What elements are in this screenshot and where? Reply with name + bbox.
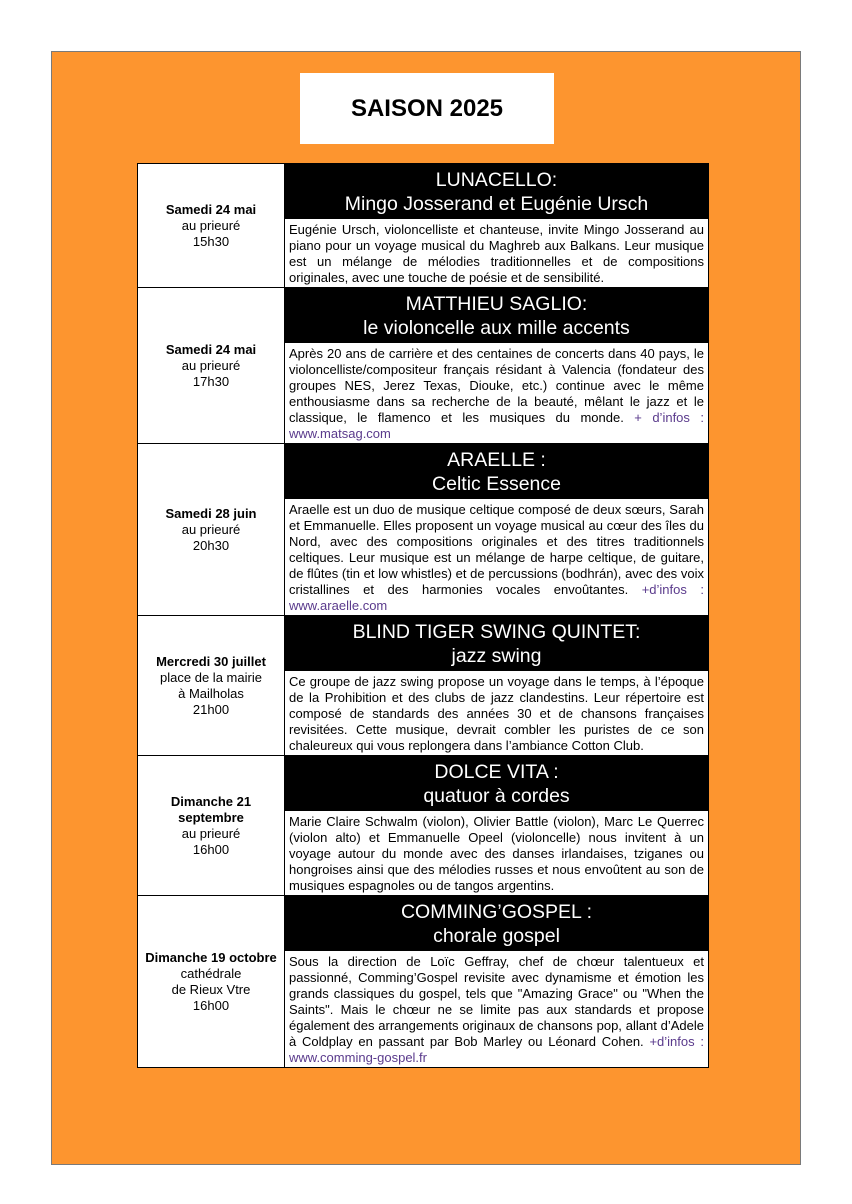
event-time: 21h00 (192, 701, 230, 717)
event-content (285, 896, 708, 1067)
event-heading (285, 616, 708, 671)
event-content (285, 616, 708, 755)
event-description-text: Marie Claire Schwalm (violon), Olivier Battle (violon), Marc Le Querrec (violon alto) et Emmanuelle Opeel (violoncelle) nous invitent à un voyage autour du monde avec des danses irlandaises, tziganes ou hongroises ainsi que des mélodies russes et nous envoûtent au son de musiques espagnoles ou de tangos argentins. (289, 814, 704, 893)
event-content (285, 288, 708, 443)
event-description (285, 499, 708, 615)
event-artist: MATTHIEU SAGLIO: (405, 293, 588, 315)
event-time: 20h30 (192, 537, 230, 553)
event-description (285, 811, 708, 895)
event-description-text: Ce groupe de jazz swing propose un voyage dans le temps, à l’époque de la Prohibition et des clubs de jazz clandestins. Leur répertoire est composé de standards des années 30 et de chansons françaises revisitées. Cette musique, devrait combler les puristes de ce son chaleureux qui vous replongera dans l’ambiance Cotton Club. (289, 674, 704, 753)
event-description-text: Eugénie Ursch, violoncelliste et chanteuse, invite Mingo Josserand au piano pour un voyage musical du Maghreb aux Balkans. Leur musique est un mélange de mélodies traditionnelles et de compositions originales, avec une touche de poésie et de sensibilité. (289, 222, 704, 285)
event-heading (285, 164, 708, 219)
event-place: de Rieux Vtre (171, 981, 251, 997)
event-info-link[interactable]: + d’infos : www.matsag.com (289, 410, 704, 441)
event-description (285, 951, 708, 1067)
event-artist: ARAELLE : (447, 449, 546, 471)
event-row (138, 615, 708, 755)
event-place: au prieuré (181, 825, 241, 841)
event-time: 15h30 (192, 233, 230, 249)
event-artist: LUNACELLO: (435, 169, 558, 191)
event-content (285, 164, 708, 287)
event-date-cell (138, 288, 285, 443)
event-info-link[interactable]: +d’infos : www.araelle.com (289, 582, 704, 613)
event-description-text: Après 20 ans de carrière et des centaines de concerts dans 40 pays, le violoncelliste/compositeur français résidant à Valencia (fondateur des groupes NES, Jerez Texas, Diouke, etc.) continue avec le même enthousiasme dans sa recherche de la beauté, mêlant le jazz et le classique, le flamenco et les musiques du monde. (289, 346, 704, 425)
schedule-table (137, 163, 709, 1068)
event-row (138, 443, 708, 615)
event-date-cell (138, 164, 285, 287)
event-artist: DOLCE VITA : (434, 761, 559, 783)
event-place: cathédrale (180, 965, 242, 981)
event-artist: COMMING’GOSPEL : (400, 901, 593, 923)
event-time: 16h00 (192, 841, 230, 857)
event-date-cell (138, 896, 285, 1067)
event-day: Samedi 28 juin (165, 505, 257, 521)
event-row (138, 755, 708, 895)
event-row (138, 895, 708, 1067)
event-heading (285, 756, 708, 811)
event-day: Dimanche 19 octobre (145, 949, 277, 965)
event-subtitle: chorale gospel (433, 925, 560, 947)
event-content (285, 756, 708, 895)
event-day: Dimanche 21 septembre (170, 793, 252, 825)
event-subtitle: le violoncelle aux mille accents (363, 317, 630, 339)
event-description (285, 671, 708, 755)
event-day: Mercredi 30 juillet (156, 653, 266, 669)
event-place: au prieuré (181, 521, 241, 537)
event-description (285, 343, 708, 443)
event-date-cell (138, 444, 285, 615)
event-subtitle: quatuor à cordes (423, 785, 570, 807)
event-date-cell (138, 616, 285, 755)
event-description-text: Sous la direction de Loïc Geffray, chef de chœur talentueux et passionné, Comming’Gospel revisite avec dynamisme et émotion les grands classiques du gospel, tels que "Amazing Grace" ou "When the Saints". Mais le chœur ne se limite pas aux standards et propose également des arrangements originaux de chansons pop, allant d’Adele à Coldplay en passant par Bob Marley ou Léonard Cohen. (289, 954, 704, 1049)
event-heading (285, 288, 708, 343)
event-heading (285, 896, 708, 951)
event-place: au prieuré (181, 217, 241, 233)
event-heading (285, 444, 708, 499)
event-time: 17h30 (192, 373, 230, 389)
event-subtitle: Mingo Josserand et Eugénie Ursch (344, 193, 649, 215)
event-subtitle: Celtic Essence (432, 473, 561, 495)
event-date-cell (138, 756, 285, 895)
event-row (138, 164, 708, 287)
event-day: Samedi 24 mai (165, 341, 257, 357)
event-row (138, 287, 708, 443)
event-info-link[interactable]: +d’infos : www.comming-gospel.fr (289, 1034, 704, 1065)
event-place: à Mailholas (178, 685, 244, 701)
event-place: place de la mairie (160, 669, 262, 685)
event-place: au prieuré (181, 357, 241, 373)
event-description (285, 219, 708, 287)
event-time: 16h00 (192, 997, 230, 1013)
event-subtitle: jazz swing (451, 645, 542, 667)
event-description-text: Araelle est un duo de musique celtique composé de deux sœurs, Sarah et Emmanuelle. Elles proposent un voyage musical au cœur des îles du Nord, avec des compositions originales et des titres traditionnels celtiques. Leur musique est un mélange de harpe celtique, de guitare, de flûtes (tin et low whistles) et de percussions (bodhrán), avec des voix cristallines et des harmonies vocales envoûtantes. (289, 502, 704, 597)
event-day: Samedi 24 mai (165, 201, 257, 217)
page-title: SAISON 2025 (300, 73, 554, 144)
event-artist: BLIND TIGER SWING QUINTET: (352, 621, 641, 643)
event-content (285, 444, 708, 615)
